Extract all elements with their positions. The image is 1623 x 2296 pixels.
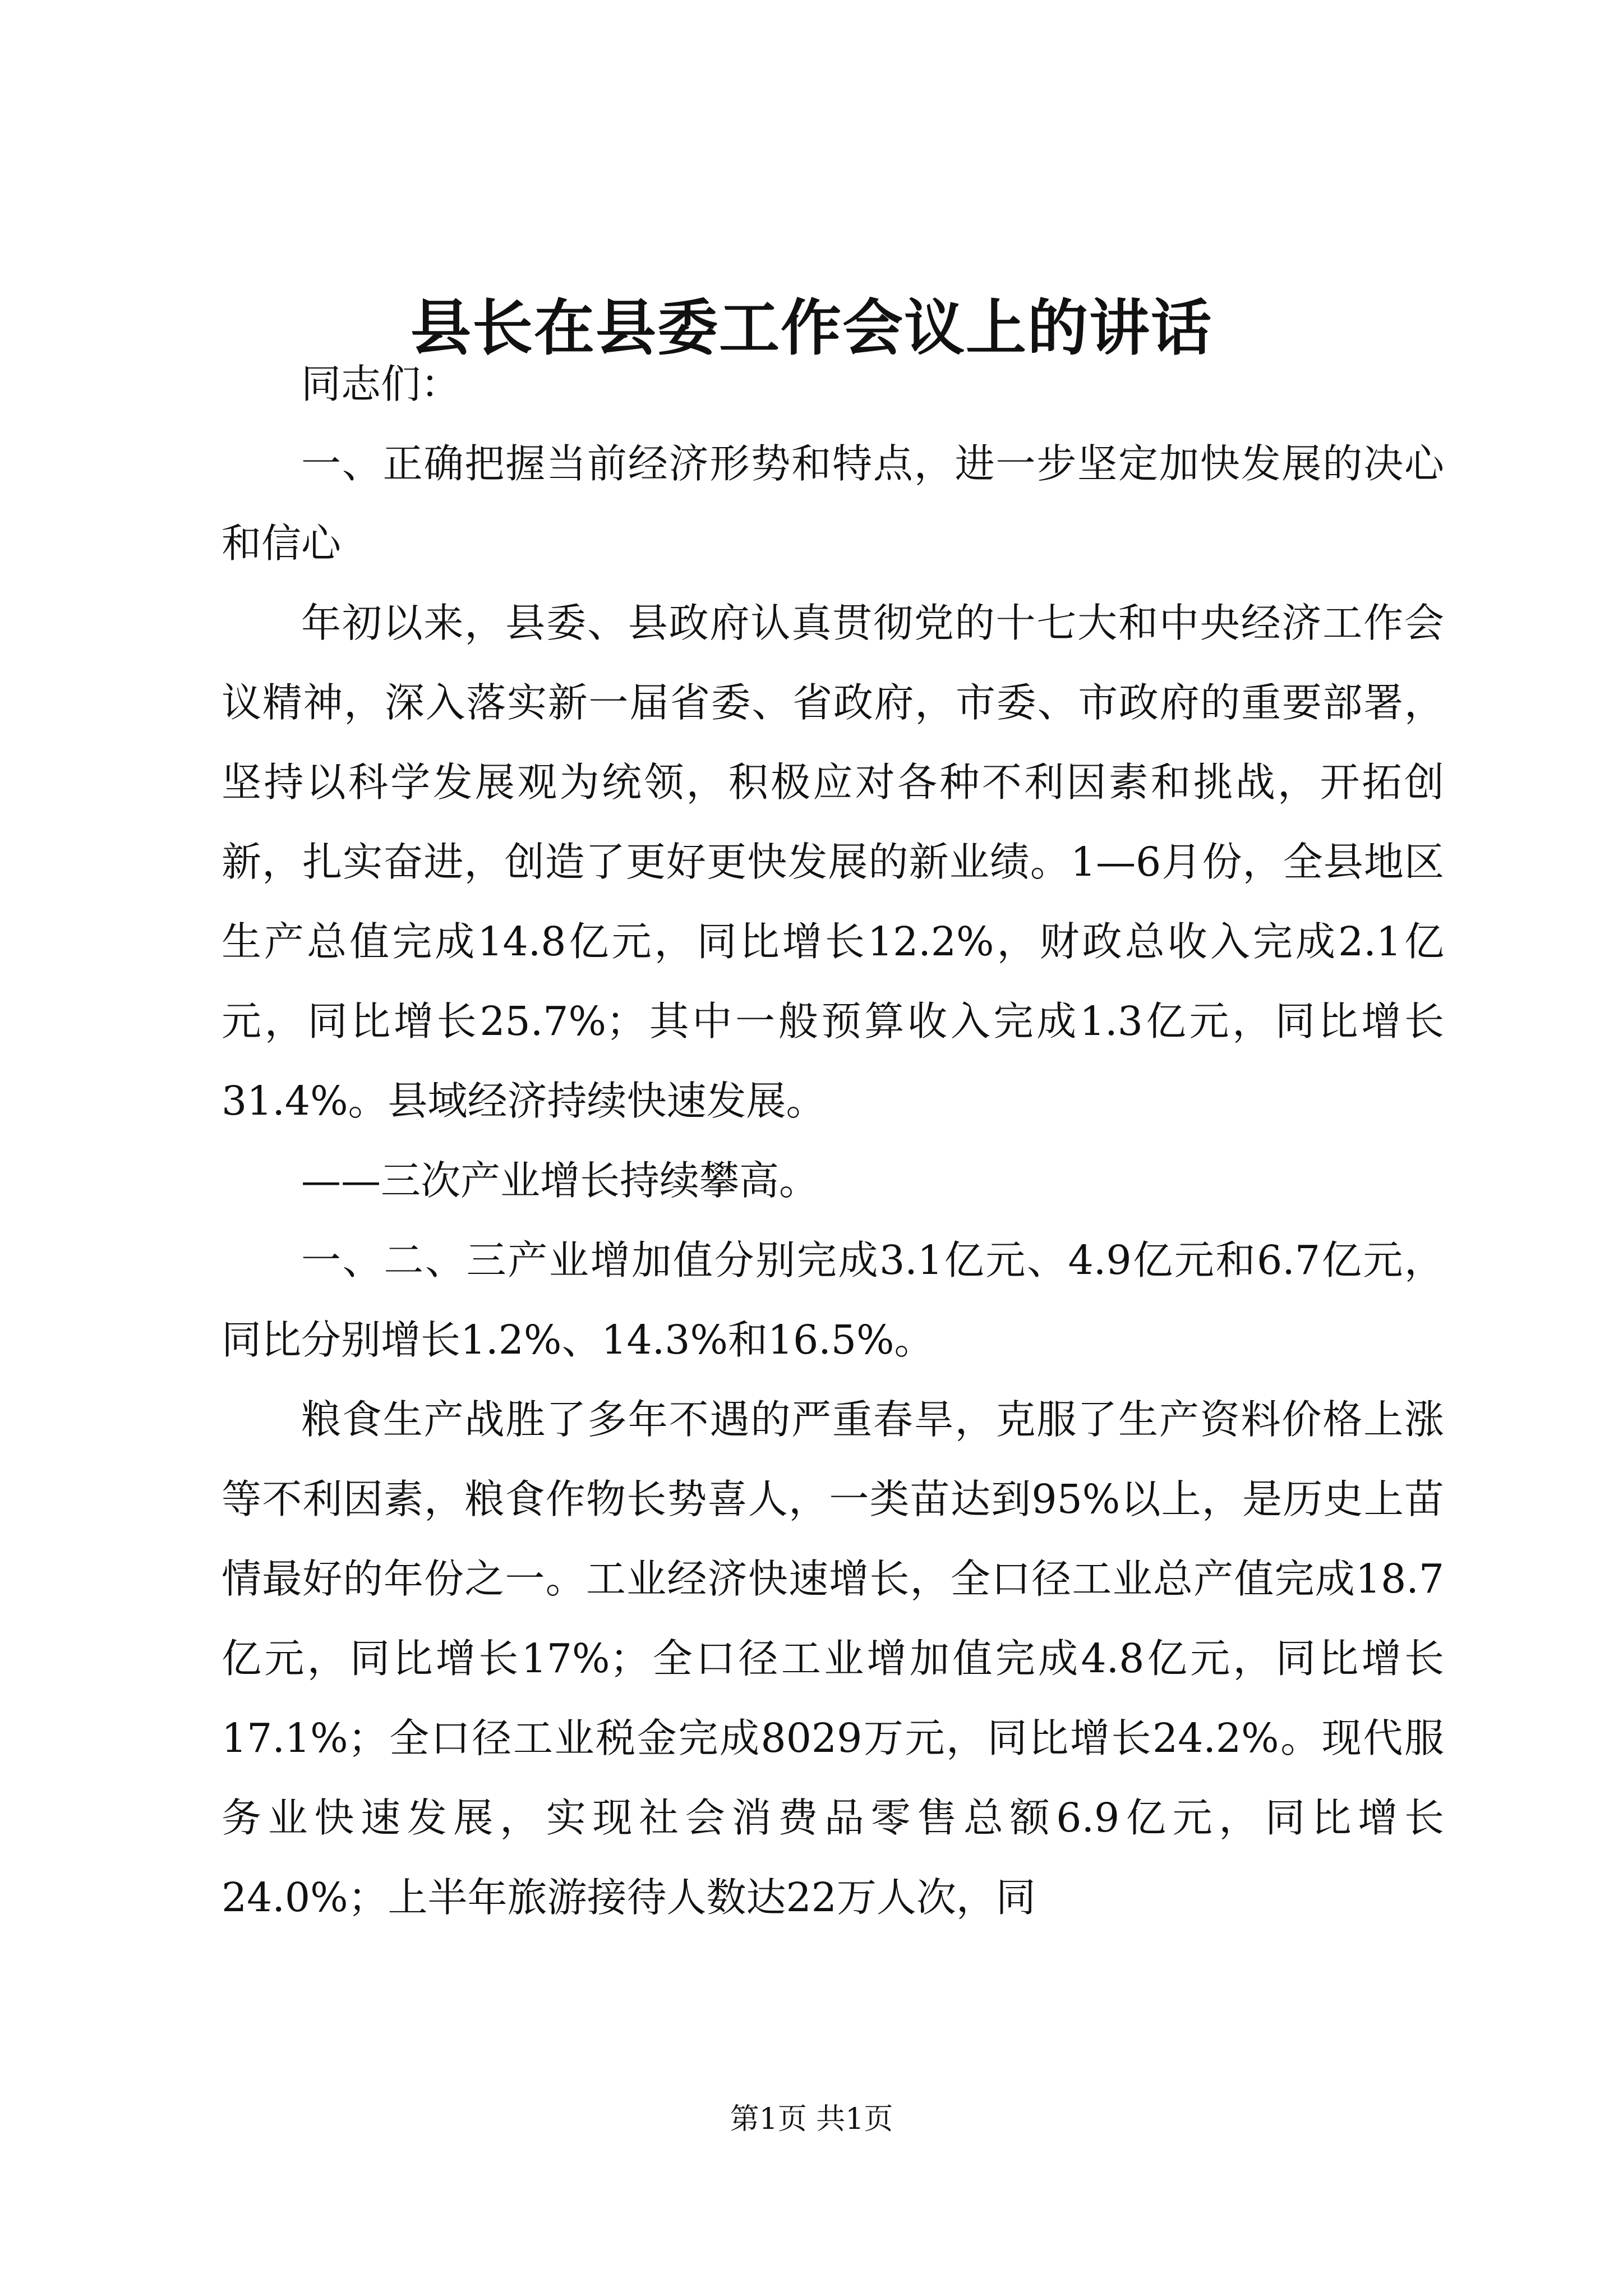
paragraph: 粮食生产战胜了多年不遇的严重春旱，克服了生产资料价格上涨等不利因素，粮食作物长势喜人，一类苗达到95%以上，是历史上苗情最好的年份之一。工业经济快速增长，全口径工业总产值完成18.7亿元，同比增长17%；全口径工业增加值完成4.8亿元，同比增长17.1%；全口径工业税金完成8029万元，同比增长24.2%。现代服务业快速发展，实现社会消费品零售总额6.9亿元，同比增长24.0%；上半年旅游接待人数达22万人次，同 — [222, 1396, 1444, 1921]
section-heading: 一、正确把握当前经济形势和特点，进一步坚定加快发展的决心和信心 — [222, 440, 1444, 567]
page-footer: 第1页 共1页 — [730, 2102, 893, 2136]
paragraph: 年初以来，县委、县政府认真贯彻党的十七大和中央经济工作会议精神，深入落实新一届省委、省政府，市委、市政府的重要部署，坚持以科学发展观为统领，积极应对各种不利因素和挑战，开拓创新，扎实奋进，创造了更好更快发展的新业绩。1—6月份，全县地区生产总值完成14.8亿元，同比增长12.2%，财政总收入完成2.1亿元，同比增长25.7%；其中一般预算收入完成1.3亿元，同比增长31.4%。县域经济持续快速发展。 — [222, 600, 1444, 1124]
subheading: ——三次产业增长持续攀高。 — [301, 1157, 819, 1204]
document-title: 县长在县委工作会议上的讲话 — [410, 293, 1212, 364]
document-body — [222, 344, 1444, 1938]
salutation: 同志们： — [301, 361, 461, 407]
paragraph: 一、二、三产业增加值分别完成3.1亿元、4.9亿元和6.7亿元，同比分别增长1.2%、14.3%和16.5%。 — [222, 1237, 1444, 1363]
